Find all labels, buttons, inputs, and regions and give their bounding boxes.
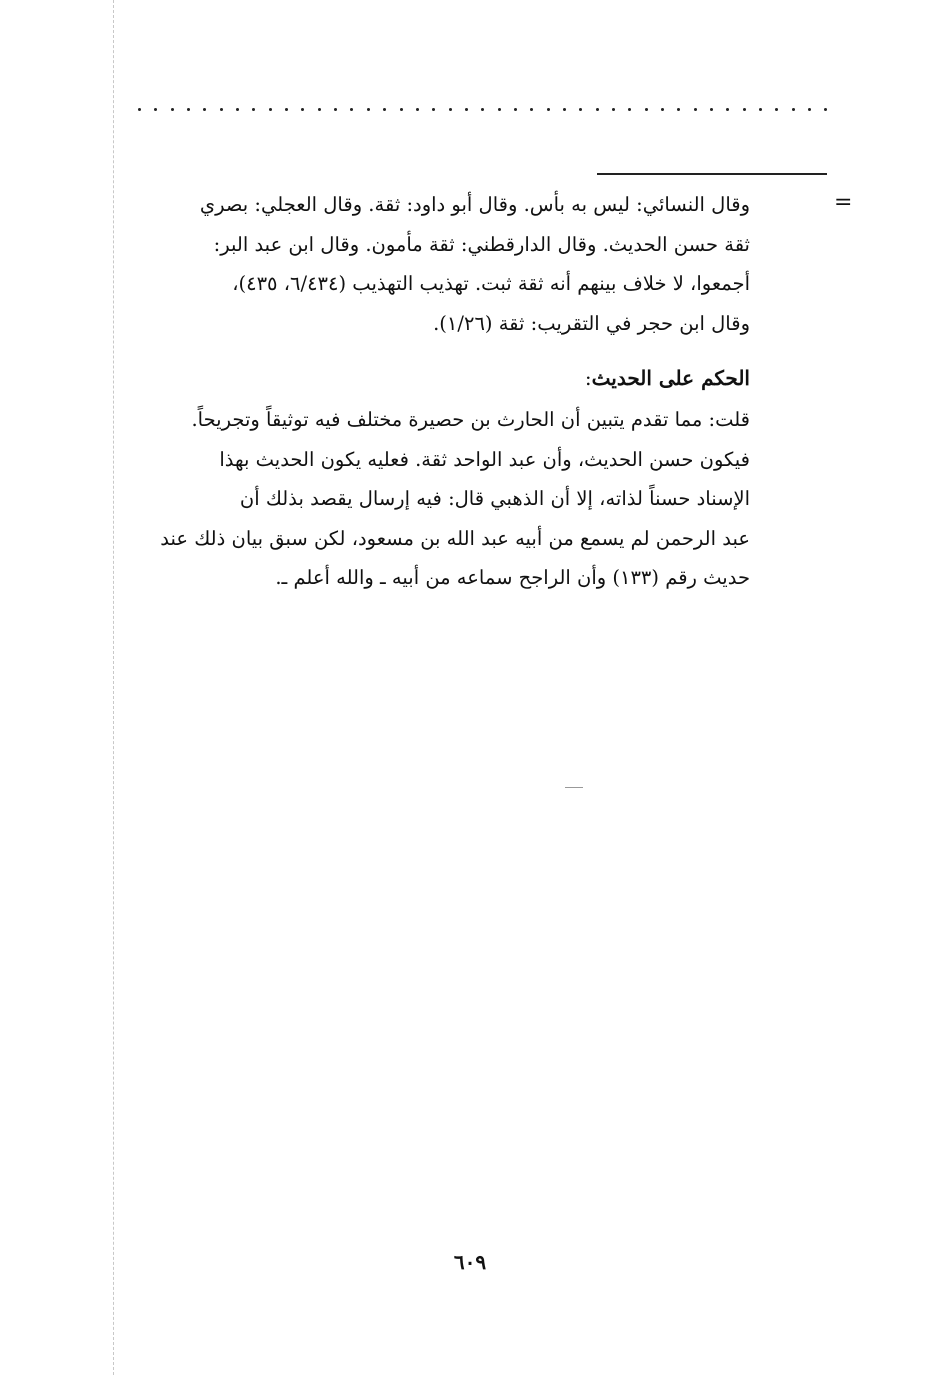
footnote-line: ثقة حسن الحديث. وقال الدارقطني: ثقة مأمون. وقال ابن عبد البر: — [213, 232, 750, 256]
separator-dot — [154, 108, 157, 111]
separator-dot — [334, 108, 337, 111]
separator-dot — [138, 108, 141, 111]
body-line: حديث رقم (١٣٣) وأن الراجح سماعه من أبيه ـ والله أعلم ـ. — [275, 566, 750, 589]
separator-dot — [775, 108, 778, 111]
separator-dot — [563, 108, 566, 111]
separator-dot — [612, 108, 615, 111]
separator-dot — [628, 108, 631, 111]
separator-dot — [824, 108, 827, 111]
separator-dot — [236, 108, 239, 111]
separator-dot — [514, 108, 517, 111]
separator-dot — [808, 108, 811, 111]
separator-dot — [449, 108, 452, 111]
body-paragraph — [135, 400, 750, 598]
separator-dot — [726, 108, 729, 111]
page-number: ٦٠٩ — [453, 1250, 487, 1274]
separator-dot — [710, 108, 713, 111]
separator-dot — [579, 108, 582, 111]
separator-dot — [743, 108, 746, 111]
footnote-continuation-mark: = — [834, 190, 853, 215]
dotted-separator — [138, 108, 828, 120]
separator-dot — [269, 108, 272, 111]
separator-dot — [203, 108, 206, 111]
body-line: الإسناد حسناً لذاته، إلا أن الذهبي قال: فيه إرسال يقصد بذلك أن — [239, 487, 750, 510]
separator-dot — [383, 108, 386, 111]
separator-dot — [530, 108, 533, 111]
footnote-rule — [597, 173, 827, 175]
separator-dot — [432, 108, 435, 111]
separator-dot — [285, 108, 288, 111]
separator-dot — [350, 108, 353, 111]
separator-dot — [596, 108, 599, 111]
separator-dot — [171, 108, 174, 111]
separator-dot — [187, 108, 190, 111]
separator-dot — [498, 108, 501, 111]
separator-dot — [792, 108, 795, 111]
separator-dot — [367, 108, 370, 111]
separator-dot — [318, 108, 321, 111]
separator-dot — [252, 108, 255, 111]
footnote-text — [135, 185, 750, 343]
separator-dot — [481, 108, 484, 111]
separator-dot — [301, 108, 304, 111]
separator-dot — [677, 108, 680, 111]
separator-dot — [759, 108, 762, 111]
section-heading-text: الحكم على الحديث — [591, 366, 750, 390]
section-heading-colon: : — [584, 366, 592, 390]
separator-dot — [400, 108, 403, 111]
body-line: فيكون حسن الحديث، وأن عبد الواحد ثقة. فعليه يكون الحديث بهذا — [219, 447, 750, 471]
body-line: عبد الرحمن لم يسمع من أبيه عبد الله بن مسعود، لكن سبق بيان ذلك عند — [160, 526, 750, 550]
separator-dot — [416, 108, 419, 111]
separator-dot — [645, 108, 648, 111]
footnote-line: وقال النسائي: ليس به بأس. وقال أبو داود: ثقة. وقال العجلي: بصري — [199, 193, 750, 216]
footnote-line: أجمعوا، لا خلاف بينهم أنه ثقة ثبت. تهذيب التهذيب (٦/٤٣٤، ٤٣٥)، — [232, 272, 750, 295]
scan-artifact — [565, 787, 583, 788]
body-line: قلت: مما تقدم يتبين أن الحارث بن حصيرة مختلف فيه توثيقاً وتجريحاً. — [191, 408, 750, 431]
separator-dot — [547, 108, 550, 111]
scan-edge — [113, 0, 114, 1375]
separator-dot — [220, 108, 223, 111]
separator-dot — [694, 108, 697, 111]
separator-dot — [465, 108, 468, 111]
separator-dot — [661, 108, 664, 111]
section-heading — [135, 362, 750, 394]
footnote-line: وقال ابن حجر في التقريب: ثقة (١/٢٦). — [433, 311, 750, 335]
